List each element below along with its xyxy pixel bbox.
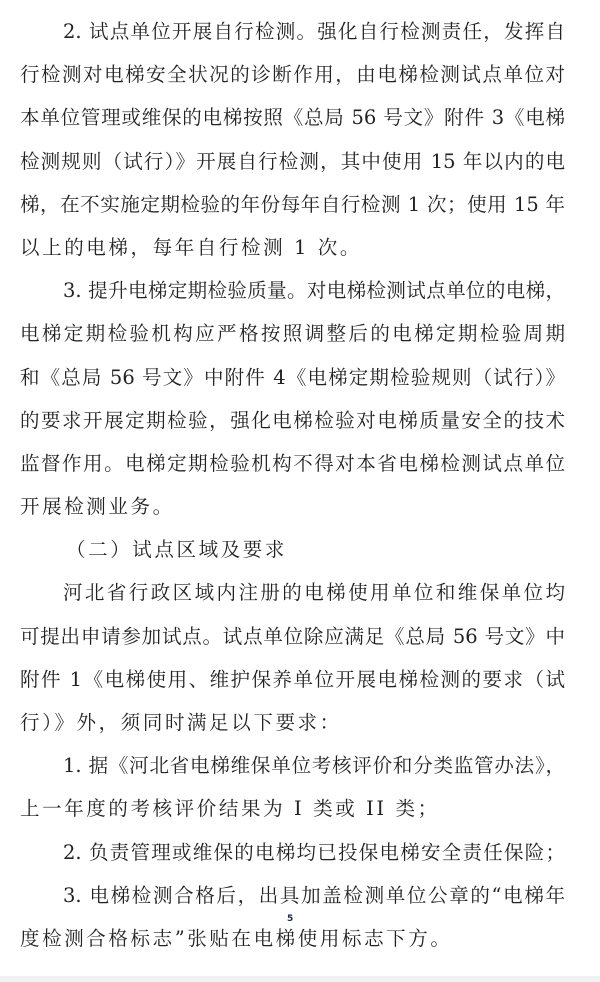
page-bottom-edge (0, 976, 600, 982)
paragraph-line: 本单位管理或维保的电梯按照《总局 56 号文》附件 3《电梯 (20, 106, 565, 130)
list-item-line: 1. 据《河北省电梯维保单位考核评价和分类监管办法》， (63, 754, 565, 778)
paragraph-line: 检测规则（试行）》开展自行检测，其中使用 15 年以内的电 (20, 149, 565, 173)
paragraph-line: 2. 试点单位开展自行检测。强化自行检测责任，发挥自 (63, 20, 565, 43)
paragraph-line: 行）》外，须同时满足以下要求： (20, 711, 342, 734)
list-item-line: 度检测合格标志”张贴在电梯使用标志下方。 (20, 926, 453, 950)
paragraph-line: 附件 1《电梯使用、维护保养单位开展电梯检测的要求（试 (20, 667, 565, 691)
paragraph-line: 以上的电梯，每年自行检测 1 次。 (20, 235, 363, 259)
paragraph-line: 的要求开展定期检验，强化电梯检验对电梯质量安全的技术 (20, 408, 565, 432)
paragraph-line: 监督作用。电梯定期检验机构不得对本省电梯检测试点单位 (20, 451, 565, 475)
paragraph-line: 开展检测业务。 (20, 495, 175, 519)
paragraph-line: 电梯定期检验机构应严格按照调整后的电梯定期检验周期 (20, 322, 565, 346)
paragraph-line: 行检测对电梯安全状况的诊断作用，由电梯检测试点单位对 (20, 63, 565, 87)
paragraph-line: 河北省行政区域内注册的电梯使用单位和维保单位均 (63, 581, 565, 605)
section-heading: （二）试点区域及要求 (66, 538, 288, 562)
list-item-line: 2. 负责管理或维保的电梯均已投保电梯安全责任保险； (63, 840, 565, 864)
page-number: 5 (287, 914, 294, 924)
paragraph-line: 和《总局 56 号文》中附件 4《电梯定期检验规则（试行）》 (20, 365, 565, 389)
paragraph-line: 梯，在不实施定期检验的年份每年自行检测 1 次；使用 15 年 (20, 192, 565, 216)
document-body (20, 10, 565, 960)
paragraph-line: 可提出申请参加试点。试点单位除应满足《总局 56 号文》中 (20, 624, 565, 648)
list-item-line: 上一年度的考核评价结果为 I 类或 II 类； (20, 797, 440, 821)
list-item-line: 3. 电梯检测合格后，出具加盖检测单位公章的“电梯年 (63, 883, 565, 907)
paragraph-line: 3. 提升电梯定期检验质量。对电梯检测试点单位的电梯， (63, 279, 565, 303)
